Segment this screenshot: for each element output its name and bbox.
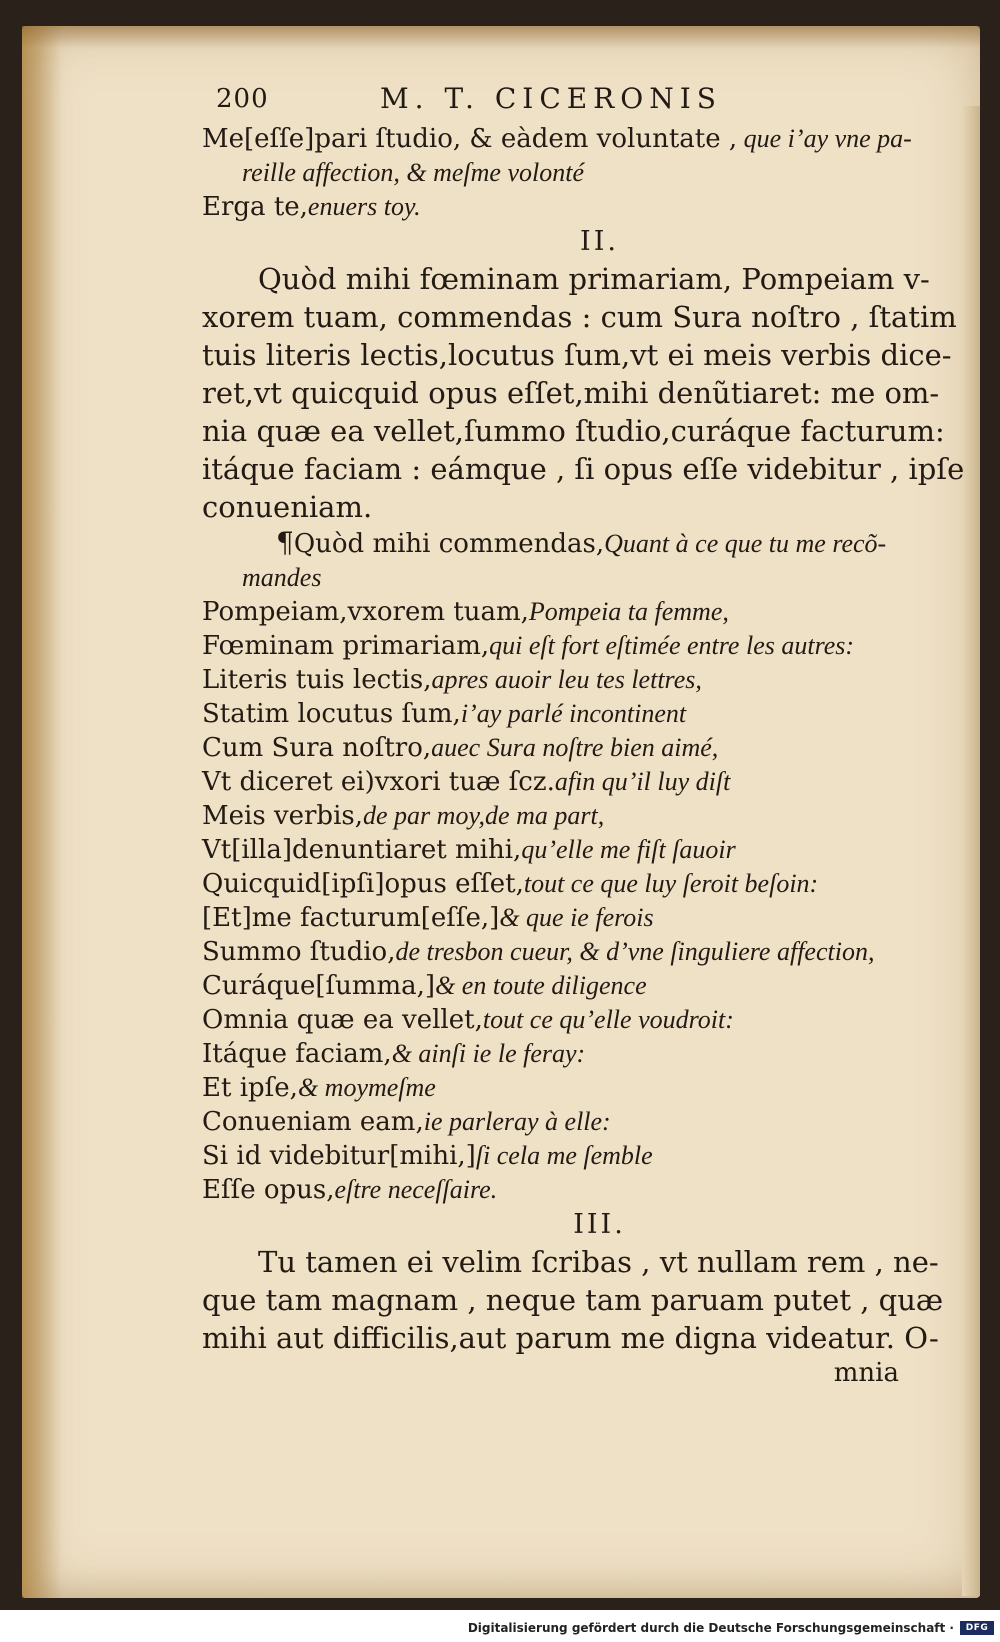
french-gloss: apres auoir leu tes lettres, bbox=[431, 665, 702, 694]
french-gloss: & ainſi ie le feray: bbox=[391, 1039, 586, 1068]
text-line bbox=[202, 260, 937, 298]
text-line bbox=[202, 450, 965, 488]
page-header bbox=[202, 78, 937, 122]
text-line bbox=[202, 969, 937, 1003]
french-gloss: qui eſt fort eſtimée entre les autres: bbox=[489, 631, 855, 660]
text-line bbox=[202, 731, 937, 765]
latin-text: Et ipſe, bbox=[202, 1073, 298, 1103]
text-line bbox=[202, 374, 940, 412]
latin-text: que tam magnam , neque tam paruam putet , quæ bbox=[202, 1283, 944, 1317]
french-gloss: mandes bbox=[242, 563, 322, 592]
latin-text: mnia bbox=[833, 1358, 899, 1388]
french-gloss: ſi cela me ſemble bbox=[475, 1141, 653, 1170]
pilcrow-mark: ¶ bbox=[276, 526, 294, 559]
french-gloss: ie parleray à elle: bbox=[423, 1107, 611, 1136]
page-stain-top bbox=[22, 26, 980, 48]
latin-text: Meis verbis, bbox=[202, 801, 364, 831]
french-gloss: Quant à ce que tu me recõ- bbox=[604, 529, 887, 558]
french-gloss: Pompeia ta femme, bbox=[528, 597, 729, 626]
text-line bbox=[202, 1357, 937, 1390]
page-text-block bbox=[202, 78, 965, 1390]
text-line bbox=[202, 867, 937, 901]
latin-text: Quicquid[ipſi]opus eſſet, bbox=[202, 869, 524, 899]
facing-page-edge bbox=[962, 106, 980, 1596]
latin-text: itáque faciam : eámque , ſi opus eſſe videbitur , ipſe bbox=[202, 452, 965, 486]
text-line bbox=[202, 190, 937, 224]
latin-text: conueniam. bbox=[202, 490, 373, 524]
latin-text: Pompeiam,vxorem tuam, bbox=[202, 597, 529, 627]
french-gloss: de tresbon cueur, & d’vne ſinguliere affection, bbox=[395, 937, 875, 966]
latin-text: Fœminam primariam, bbox=[202, 631, 490, 661]
text-line bbox=[202, 1071, 937, 1105]
text-line bbox=[202, 663, 937, 697]
latin-text: Me[eſſe]pari ſtudio, & eàdem voluntate , bbox=[202, 124, 738, 154]
latin-text: xorem tuam, commendas : cum Sura noſtro , ſtatim bbox=[202, 300, 957, 334]
french-gloss: tout ce que luy ſeroit beſoin: bbox=[523, 869, 819, 898]
latin-text: Statim locutus ſum, bbox=[202, 699, 461, 729]
french-gloss: qu’elle me fiſt ſauoir bbox=[521, 835, 736, 864]
french-gloss: & que ie ferois bbox=[499, 903, 654, 932]
text-line bbox=[202, 765, 937, 799]
running-head: M. T. CICERONIS bbox=[380, 82, 722, 115]
text-line bbox=[202, 595, 937, 629]
text-line bbox=[202, 629, 937, 663]
french-gloss: de par moy,de ma part, bbox=[363, 801, 605, 830]
text-line bbox=[202, 412, 945, 450]
text-line bbox=[202, 122, 937, 156]
latin-text: mihi aut difficilis,aut parum me digna videatur. O- bbox=[202, 1321, 939, 1355]
text-line bbox=[202, 1243, 937, 1281]
latin-text: Quòd mihi fœminam primariam, Pompeiam v- bbox=[258, 262, 930, 296]
funding-credit: Digitalisierung gefördert durch die Deutsche Forschungsgemeinschaft · bbox=[467, 1621, 954, 1635]
latin-text: Vt diceret ei)vxori tuæ ſcz. bbox=[202, 767, 555, 797]
french-gloss: reille affection, & meſme volonté bbox=[242, 158, 584, 187]
french-gloss: que i’ay vne pa- bbox=[737, 124, 912, 153]
text-line bbox=[202, 1139, 937, 1173]
latin-text: Si id videbitur[mihi,] bbox=[202, 1141, 476, 1171]
text-line bbox=[202, 156, 937, 190]
text-line bbox=[202, 298, 957, 336]
footer-bar bbox=[0, 1610, 1000, 1642]
latin-text: tuis literis lectis,locutus ſum,vt ei meis verbis dice- bbox=[202, 338, 952, 372]
latin-text: Tu tamen ei velim ſcribas , vt nullam rem , ne- bbox=[258, 1245, 939, 1279]
latin-text: Literis tuis lectis, bbox=[202, 665, 432, 695]
text-line bbox=[202, 1173, 937, 1207]
latin-text: Vt[illa]denuntiaret mihi, bbox=[202, 835, 522, 865]
latin-text: Summo ſtudio, bbox=[202, 937, 396, 967]
page-stain-left bbox=[22, 26, 62, 1598]
text-line bbox=[202, 336, 952, 374]
dfg-logo: DFG bbox=[960, 1621, 994, 1635]
french-gloss: & moymeſme bbox=[297, 1073, 436, 1102]
latin-text: Quòd mihi commendas, bbox=[293, 529, 605, 559]
text-line bbox=[202, 833, 937, 867]
french-gloss: enuers toy. bbox=[307, 192, 421, 221]
french-gloss: eſtre neceſſaire. bbox=[334, 1175, 498, 1204]
section-number: II. bbox=[580, 226, 619, 257]
text-line bbox=[202, 526, 937, 561]
french-gloss: auec Sura noſtre bien aimé, bbox=[431, 733, 719, 762]
page-number: 200 bbox=[216, 84, 269, 114]
text-line bbox=[202, 1003, 937, 1037]
text-line bbox=[202, 488, 937, 526]
text-line bbox=[202, 1281, 944, 1319]
latin-text: [Et]me facturum[eſſe,] bbox=[202, 903, 500, 933]
latin-text: Itáque faciam, bbox=[202, 1039, 392, 1069]
french-gloss: tout ce qu’elle voudroit: bbox=[482, 1005, 734, 1034]
text-line bbox=[202, 1037, 937, 1071]
text-line bbox=[202, 799, 937, 833]
french-gloss: afin qu’il luy diſt bbox=[554, 767, 731, 796]
latin-text: Curáque[ſumma,] bbox=[202, 971, 436, 1001]
latin-text: nia quæ ea vellet,ſummo ſtudio,curáque facturum: bbox=[202, 414, 945, 448]
text-line bbox=[202, 1319, 937, 1357]
latin-text: Conueniam eam, bbox=[202, 1107, 424, 1137]
french-gloss: & en toute diligence bbox=[435, 971, 647, 1000]
latin-text: Cum Sura noſtro, bbox=[202, 733, 432, 763]
text-line bbox=[202, 901, 937, 935]
latin-text: ret,vt quicquid opus eſſet,mihi denũtiaret: me om- bbox=[202, 376, 940, 410]
latin-text: Erga te, bbox=[202, 192, 308, 222]
latin-text: Omnia quæ ea vellet, bbox=[202, 1005, 483, 1035]
text-line bbox=[202, 935, 937, 969]
text-lines bbox=[202, 122, 965, 1390]
french-gloss: i’ay parlé incontinent bbox=[460, 699, 687, 728]
text-line bbox=[202, 1105, 937, 1139]
text-line bbox=[202, 561, 937, 595]
text-line bbox=[202, 697, 937, 731]
section-number: III. bbox=[573, 1209, 626, 1240]
latin-text: Eſſe opus, bbox=[202, 1175, 335, 1205]
